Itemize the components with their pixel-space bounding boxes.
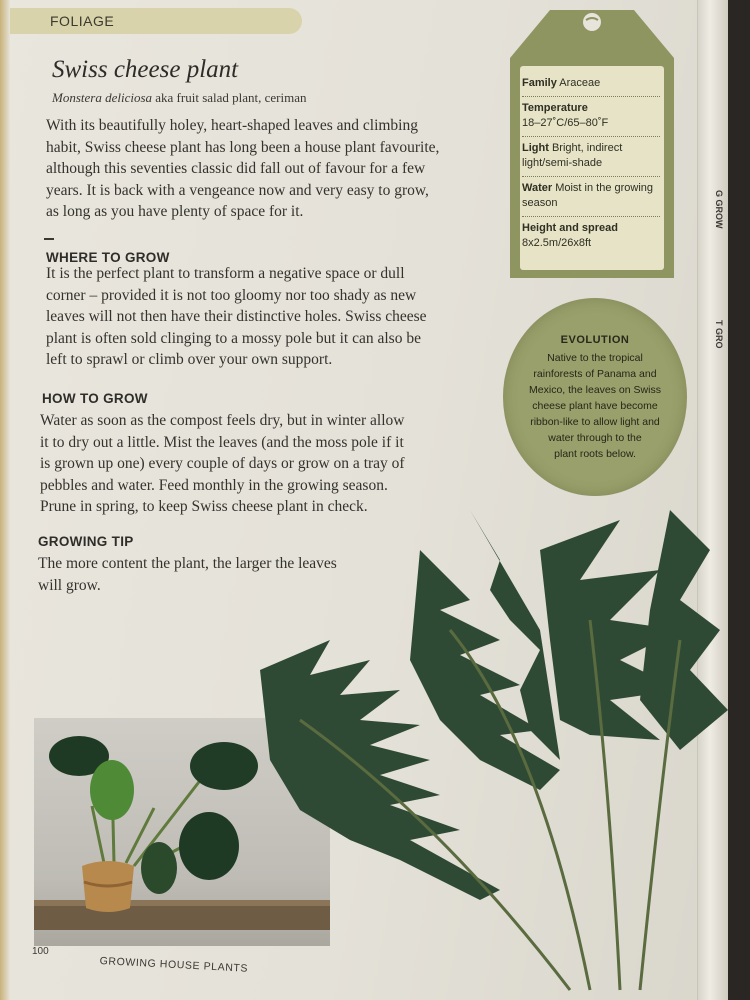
section-dash: [44, 238, 54, 240]
page-number: 100: [32, 946, 49, 957]
text-line: as long as you have plenty of space for it.: [46, 203, 304, 220]
text-line: pebbles and water. Feed monthly in the growing season.: [40, 476, 388, 494]
edge-fragment: T GRO: [714, 320, 724, 349]
text-line: plant roots below.: [554, 448, 636, 460]
fact-tag: [508, 2, 676, 282]
text-line: plant is often sold clinging to a mossy pole but it can also be: [46, 329, 421, 347]
fact-height-spread: Height and spread 8x2.5m/26x8ft: [522, 222, 618, 249]
text-line: With its beautifully holey, heart-shaped leaves and climbing: [46, 117, 418, 134]
intro-paragraph: [46, 115, 506, 223]
text-line: corner – provided it is not too gloomy nor too shady as new: [46, 286, 417, 304]
fact-list: [522, 72, 660, 256]
fact-family: Family Araceae: [522, 72, 660, 97]
tip-heading: GROWING TIP: [38, 534, 134, 549]
how-heading: HOW TO GROW: [42, 391, 148, 406]
plant-subtitle: [52, 90, 307, 106]
text-line: Native to the tropical: [547, 352, 643, 364]
running-footer: GROWING HOUSE PLANTS: [99, 955, 249, 975]
text-line: although this seventies classic did fall out of favour for a few: [46, 160, 426, 177]
text-line: leaves will not then have their distinctive holes. Swiss cheese: [46, 308, 427, 325]
monstera-frond-illustration: [240, 490, 728, 1000]
text-line: Prune in spring, to keep Swiss cheese plant in check.: [40, 498, 368, 515]
plant-title: Swiss cheese plant: [52, 56, 239, 83]
fact-light: Light Bright, indirect light/semi-shade: [522, 137, 660, 177]
where-heading: WHERE TO GROW: [46, 250, 170, 265]
fact-water: Water Moist in the growing season: [522, 177, 660, 217]
section-label: FOLIAGE: [50, 13, 115, 29]
text-line: will grow.: [38, 576, 101, 594]
text-line: Water as soon as the compost feels dry, but in winter allow: [40, 412, 405, 429]
latin-name: Monstera deliciosa: [52, 90, 153, 105]
text-line: years. It is back with a vengeance now and very easy to grow,: [46, 181, 429, 199]
evolution-body: [523, 350, 667, 462]
evolution-callout: [503, 298, 687, 496]
text-line: The more content the plant, the larger the leaves: [38, 555, 337, 572]
page-spine: [0, 0, 10, 1000]
text-line: left to sprawl or climb over your own support.: [46, 351, 333, 368]
text-line: it to dry out a little. Mist the leaves (and the moss pole if it: [40, 433, 404, 451]
text-line: water through to the: [548, 432, 642, 444]
text-line: ribbon-like to allow light and: [530, 416, 660, 428]
common-names: aka fruit salad plant, ceriman: [152, 90, 307, 105]
text-line: is grown up one) every couple of days or grow on a tray of: [40, 455, 405, 472]
text-line: rainforests of Panama and: [533, 368, 657, 380]
text-line: habit, Swiss cheese plant has long been a house plant favourite,: [46, 138, 440, 156]
edge-fragment: G GROW: [714, 190, 724, 229]
text-line: Mexico, the leaves on Swiss: [529, 384, 661, 396]
fact-temperature: Temperature 18–27˚C/65–80˚F: [522, 97, 660, 137]
text-line: cheese plant have become: [532, 400, 658, 412]
evolution-title: EVOLUTION: [560, 334, 630, 346]
text-line: It is the perfect plant to transform a negative space or dull: [46, 265, 405, 282]
where-paragraph: [46, 263, 506, 371]
tag-hole-icon: [583, 13, 601, 31]
